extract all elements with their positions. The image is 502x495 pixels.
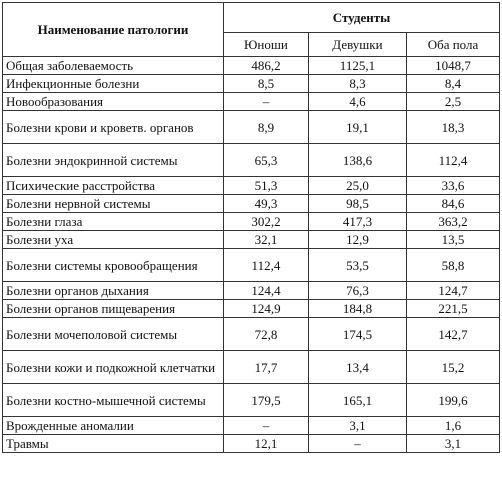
cell-girls: 98,5 xyxy=(308,195,406,213)
row-label: Болезни нервной системы xyxy=(3,195,224,213)
row-label: Инфекционные болезни xyxy=(3,75,224,93)
table-row xyxy=(3,249,500,282)
cell-boys: – xyxy=(223,417,308,435)
cell-girls: 25,0 xyxy=(308,177,406,195)
cell-both: 142,7 xyxy=(407,318,500,351)
cell-girls: 1125,1 xyxy=(308,57,406,75)
table-row xyxy=(3,177,500,195)
row-label: Врожденные аномалии xyxy=(3,417,224,435)
cell-boys: 486,2 xyxy=(223,57,308,75)
table-row xyxy=(3,282,500,300)
cell-both: 2,5 xyxy=(407,93,500,111)
row-label: Новообразования xyxy=(3,93,224,111)
cell-boys: – xyxy=(223,93,308,111)
col-header-girls: Девушки xyxy=(308,33,406,57)
cell-boys: 12,1 xyxy=(223,435,308,453)
row-label: Болезни глаза xyxy=(3,213,224,231)
cell-both: 58,8 xyxy=(407,249,500,282)
table-row xyxy=(3,57,500,75)
cell-boys: 72,8 xyxy=(223,318,308,351)
cell-boys: 8,5 xyxy=(223,75,308,93)
cell-girls: 138,6 xyxy=(308,144,406,177)
col-header-pathology: Наименование патологии xyxy=(3,3,224,57)
row-label: Общая заболеваемость xyxy=(3,57,224,75)
cell-boys: 8,9 xyxy=(223,111,308,144)
cell-both: 15,2 xyxy=(407,351,500,384)
cell-boys: 124,4 xyxy=(223,282,308,300)
cell-girls: 184,8 xyxy=(308,300,406,318)
cell-both: 363,2 xyxy=(407,213,500,231)
table-row xyxy=(3,213,500,231)
row-label: Болезни кожи и подкожной клетчатки xyxy=(3,351,224,384)
row-label: Болезни костно-мышечной системы xyxy=(3,384,224,417)
cell-both: 13,5 xyxy=(407,231,500,249)
cell-boys: 112,4 xyxy=(223,249,308,282)
table-row xyxy=(3,144,500,177)
row-label: Болезни мочеполовой системы xyxy=(3,318,224,351)
cell-both: 84,6 xyxy=(407,195,500,213)
row-label: Болезни системы кровообращения xyxy=(3,249,224,282)
cell-both: 199,6 xyxy=(407,384,500,417)
table-row xyxy=(3,417,500,435)
row-label: Болезни органов пищеварения xyxy=(3,300,224,318)
cell-girls: 165,1 xyxy=(308,384,406,417)
col-header-both: Оба пола xyxy=(407,33,500,57)
cell-both: 1,6 xyxy=(407,417,500,435)
pathology-table xyxy=(2,2,500,453)
table-row xyxy=(3,93,500,111)
cell-both: 8,4 xyxy=(407,75,500,93)
row-label: Психические расстройства xyxy=(3,177,224,195)
cell-boys: 179,5 xyxy=(223,384,308,417)
cell-boys: 32,1 xyxy=(223,231,308,249)
col-header-boys: Юноши xyxy=(223,33,308,57)
cell-girls: 12,9 xyxy=(308,231,406,249)
cell-girls: 53,5 xyxy=(308,249,406,282)
cell-girls: 4,6 xyxy=(308,93,406,111)
table-row xyxy=(3,300,500,318)
table-row xyxy=(3,384,500,417)
row-label: Болезни крови и кроветв. органов xyxy=(3,111,224,144)
table-row xyxy=(3,318,500,351)
table-row xyxy=(3,231,500,249)
cell-boys: 65,3 xyxy=(223,144,308,177)
cell-both: 221,5 xyxy=(407,300,500,318)
cell-both: 33,6 xyxy=(407,177,500,195)
cell-both: 124,7 xyxy=(407,282,500,300)
cell-girls: 76,3 xyxy=(308,282,406,300)
row-label: Травмы xyxy=(3,435,224,453)
cell-girls: 174,5 xyxy=(308,318,406,351)
cell-boys: 49,3 xyxy=(223,195,308,213)
cell-both: 112,4 xyxy=(407,144,500,177)
table-row xyxy=(3,351,500,384)
table-row xyxy=(3,435,500,453)
row-label: Болезни органов дыхания xyxy=(3,282,224,300)
cell-girls: 417,3 xyxy=(308,213,406,231)
table-row xyxy=(3,195,500,213)
cell-both: 3,1 xyxy=(407,435,500,453)
cell-both: 18,3 xyxy=(407,111,500,144)
cell-boys: 302,2 xyxy=(223,213,308,231)
row-label: Болезни уха xyxy=(3,231,224,249)
row-label: Болезни эндокринной системы xyxy=(3,144,224,177)
cell-girls: 19,1 xyxy=(308,111,406,144)
cell-boys: 124,9 xyxy=(223,300,308,318)
cell-girls: 3,1 xyxy=(308,417,406,435)
header-row xyxy=(3,3,500,33)
cell-girls: 8,3 xyxy=(308,75,406,93)
cell-boys: 51,3 xyxy=(223,177,308,195)
cell-boys: 17,7 xyxy=(223,351,308,384)
table-row xyxy=(3,111,500,144)
cell-girls: 13,4 xyxy=(308,351,406,384)
col-group-students: Студенты xyxy=(223,3,499,33)
cell-girls: – xyxy=(308,435,406,453)
cell-both: 1048,7 xyxy=(407,57,500,75)
table-row xyxy=(3,75,500,93)
